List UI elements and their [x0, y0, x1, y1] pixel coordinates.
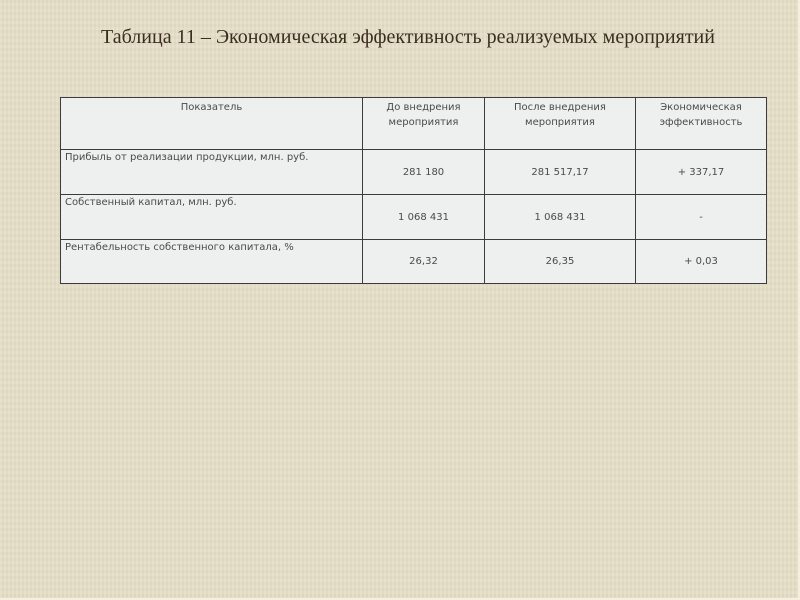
- table-row: [61, 150, 767, 195]
- efficiency-table: [60, 97, 767, 284]
- header-effect: Экономическая эффективность: [636, 98, 767, 150]
- header-after: После внедрения мероприятия: [485, 98, 636, 150]
- row-indicator: Рентабельность собственного капитала, %: [61, 240, 363, 284]
- row-after-value: 26,35: [485, 240, 636, 284]
- row-before-value: 26,32: [363, 240, 485, 284]
- table-header-row: [61, 98, 767, 150]
- row-before-value: 281 180: [363, 150, 485, 195]
- row-effect-value: + 337,17: [636, 150, 767, 195]
- row-effect-value: + 0,03: [636, 240, 767, 284]
- header-before: До внедрения мероприятия: [363, 98, 485, 150]
- row-after-value: 281 517,17: [485, 150, 636, 195]
- header-indicator: Показатель: [61, 98, 363, 150]
- row-indicator: Собственный капитал, млн. руб.: [61, 195, 363, 240]
- row-indicator: Прибыль от реализации продукции, млн. руб.: [61, 150, 363, 195]
- row-after-value: 1 068 431: [485, 195, 636, 240]
- row-effect-value: -: [636, 195, 767, 240]
- table-row: [61, 195, 767, 240]
- row-before-value: 1 068 431: [363, 195, 485, 240]
- slide-title: Таблица 11 – Экономическая эффективность реализуемых мероприятий: [101, 26, 715, 48]
- table-row: [61, 240, 767, 284]
